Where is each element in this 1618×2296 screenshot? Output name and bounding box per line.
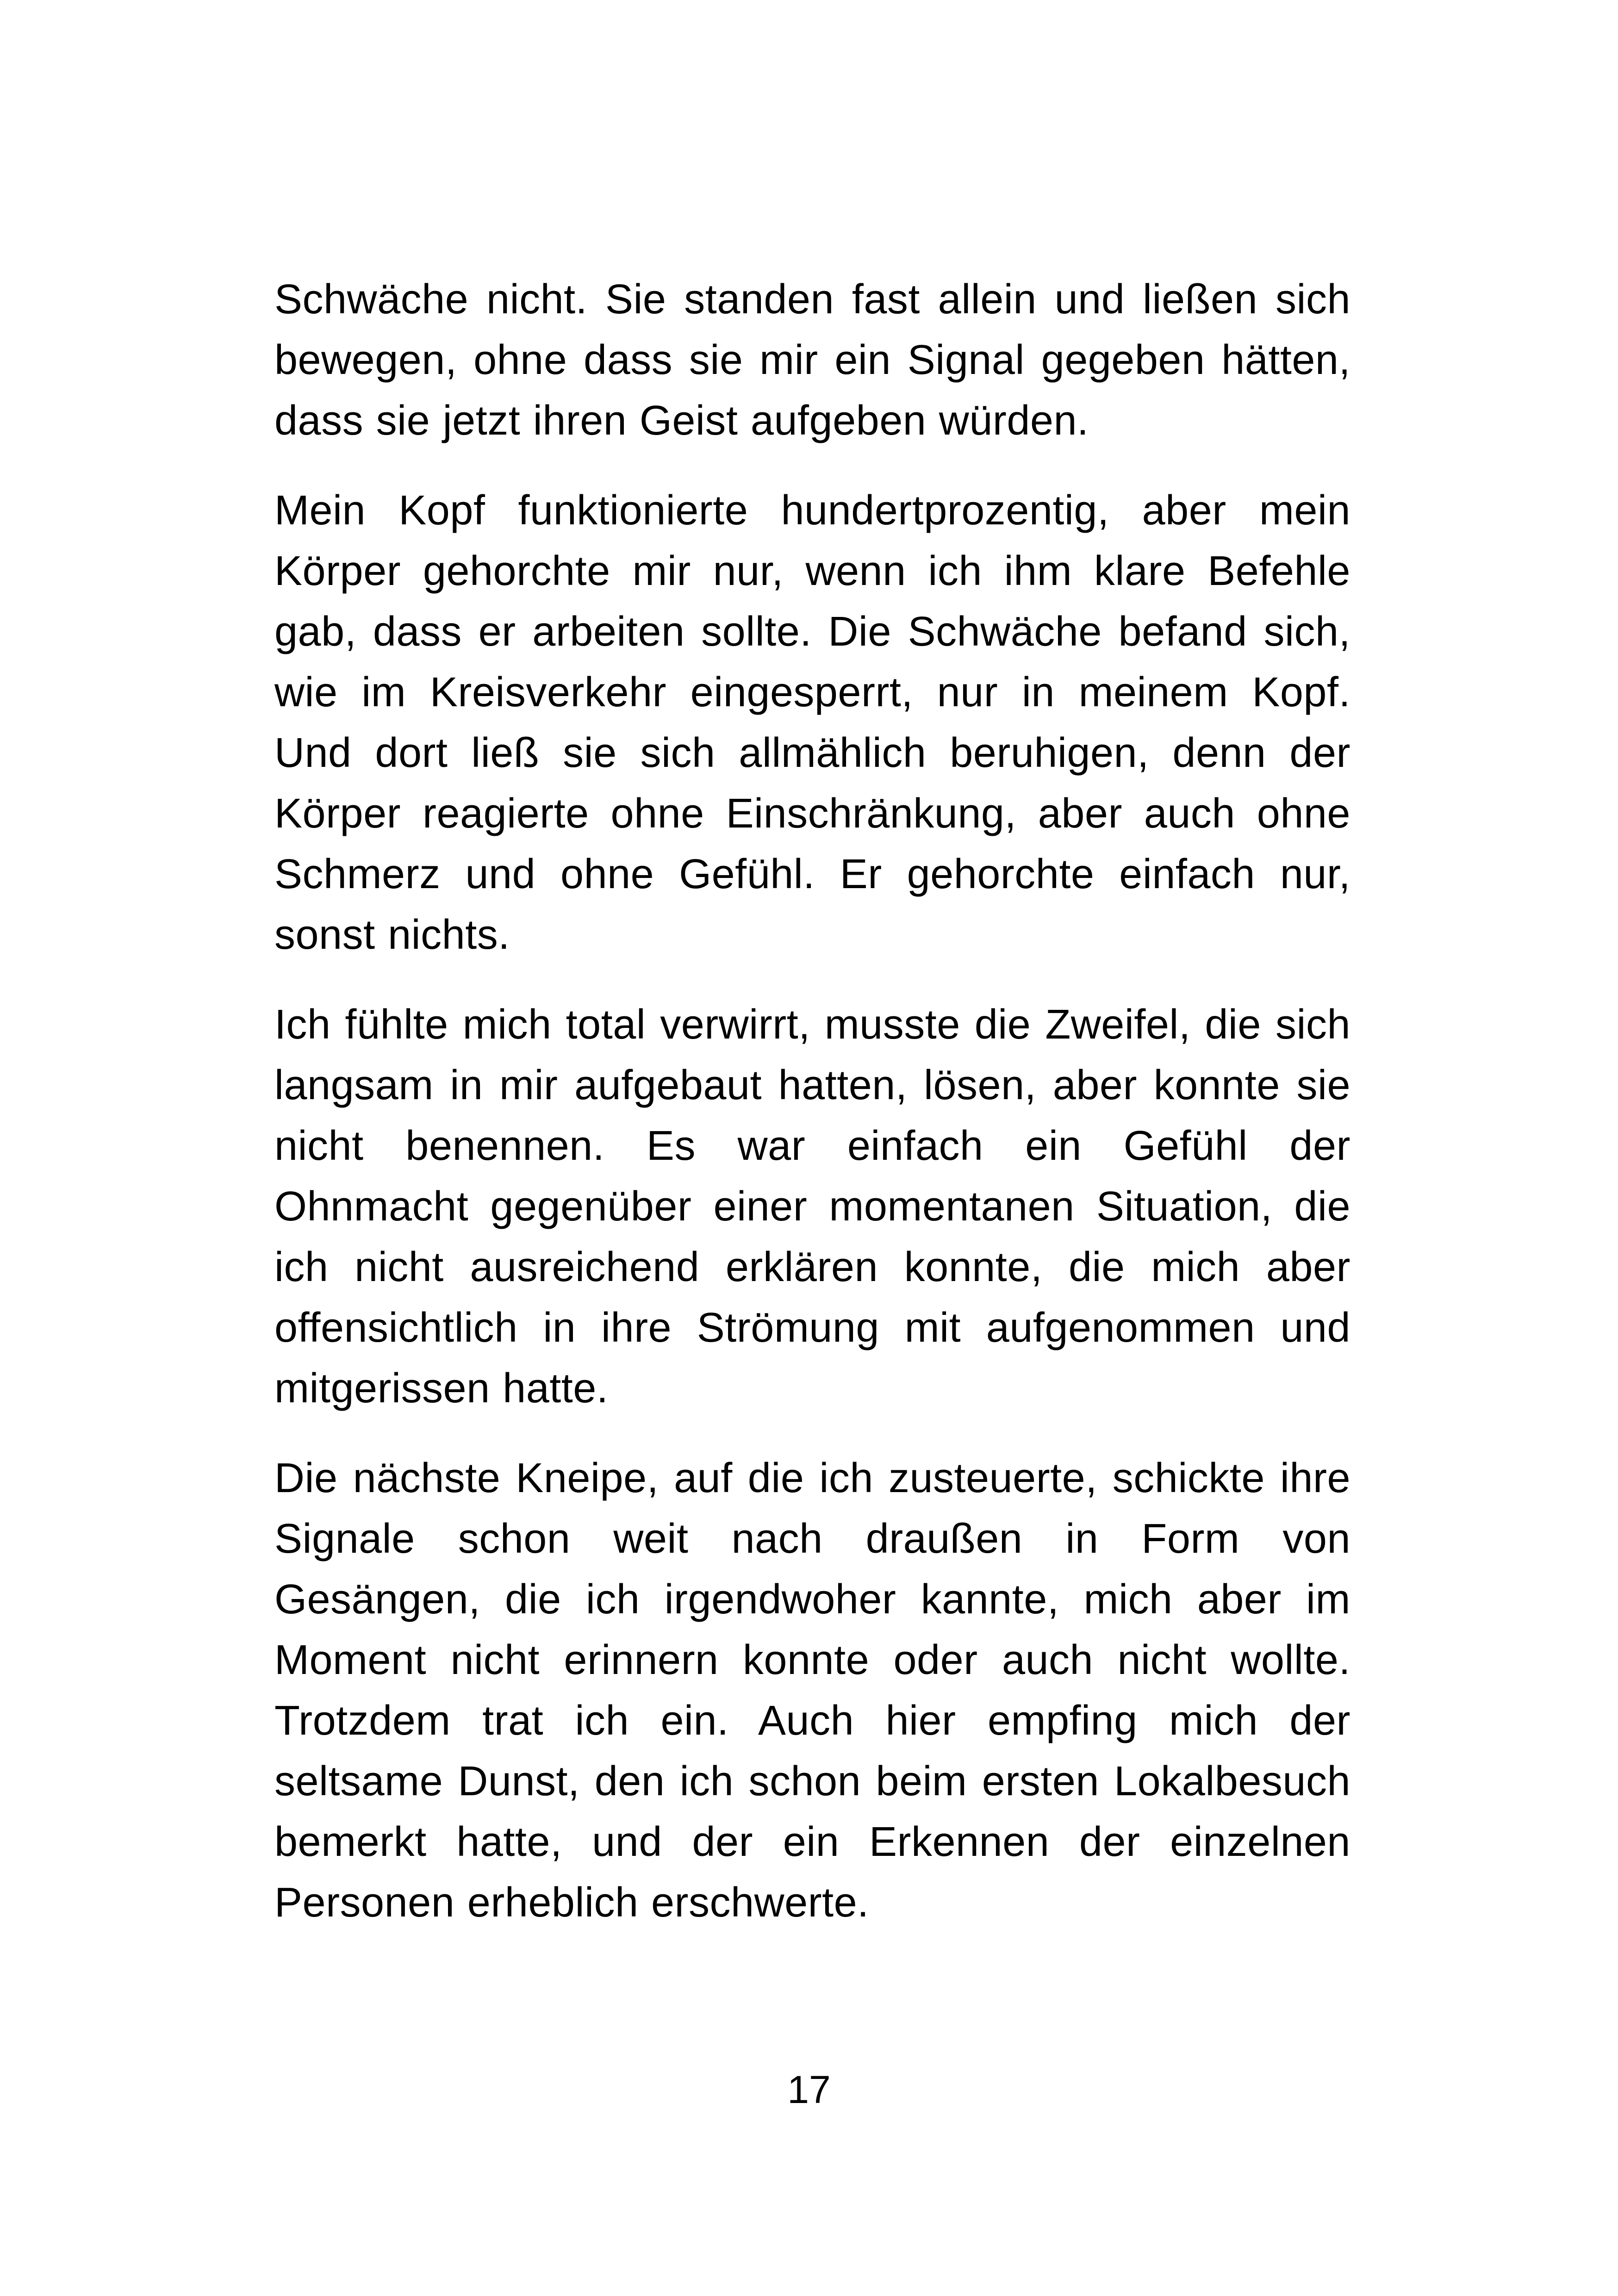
- paragraph-3: Ich fühlte mich total verwirrt, musste die Zweifel, die sich langsam in mir aufgebaut hatten, lösen, aber konnte sie nicht benennen. Es war einfach ein Gefühl der Ohnmacht gegenüber einer momentanen Situation, die ich nicht ausreichend erklären konnte, die mich aber offensichtlich in ihre Strömung mit aufgenommen und mitgerissen hatte.: [274, 1002, 1350, 1412]
- page-number: 17: [787, 2068, 831, 2111]
- paragraph-1: Schwäche nicht. Sie standen fast allein und ließen sich bewegen, ohne dass sie mir ein Signal gegeben hätten, dass sie jetzt ihren Geist aufgeben würden.: [274, 276, 1350, 444]
- paragraph-4: Die nächste Kneipe, auf die ich zusteuerte, schickte ihre Signale schon weit nach draußen in Form von Gesängen, die ich irgendwoher kannte, mich aber im Moment nicht erinnern konnte oder auch nicht wollte. Trotzdem trat ich ein. Auch hier empfing mich der seltsame Dunst, den ich schon beim ersten Lokalbesuch bemerkt hatte, und der ein Erkennen der einzelnen Personen erheblich erschwerte.: [274, 1455, 1350, 1926]
- paragraph-2: Mein Kopf funktionierte hundertprozentig, aber mein Körper gehorchte mir nur, wenn ich ihm klare Befehle gab, dass er arbeiten sollte. Die Schwäche befand sich, wie im Kreisverkehr eingesperrt, nur in meinem Kopf. Und dort ließ sie sich allmählich beruhigen, denn der Körper reagierte ohne Einschränkung, aber auch ohne Schmerz und ohne Gefühl. Er gehorchte einfach nur, sonst nichts.: [274, 487, 1350, 958]
- body-text: [274, 269, 1350, 1962]
